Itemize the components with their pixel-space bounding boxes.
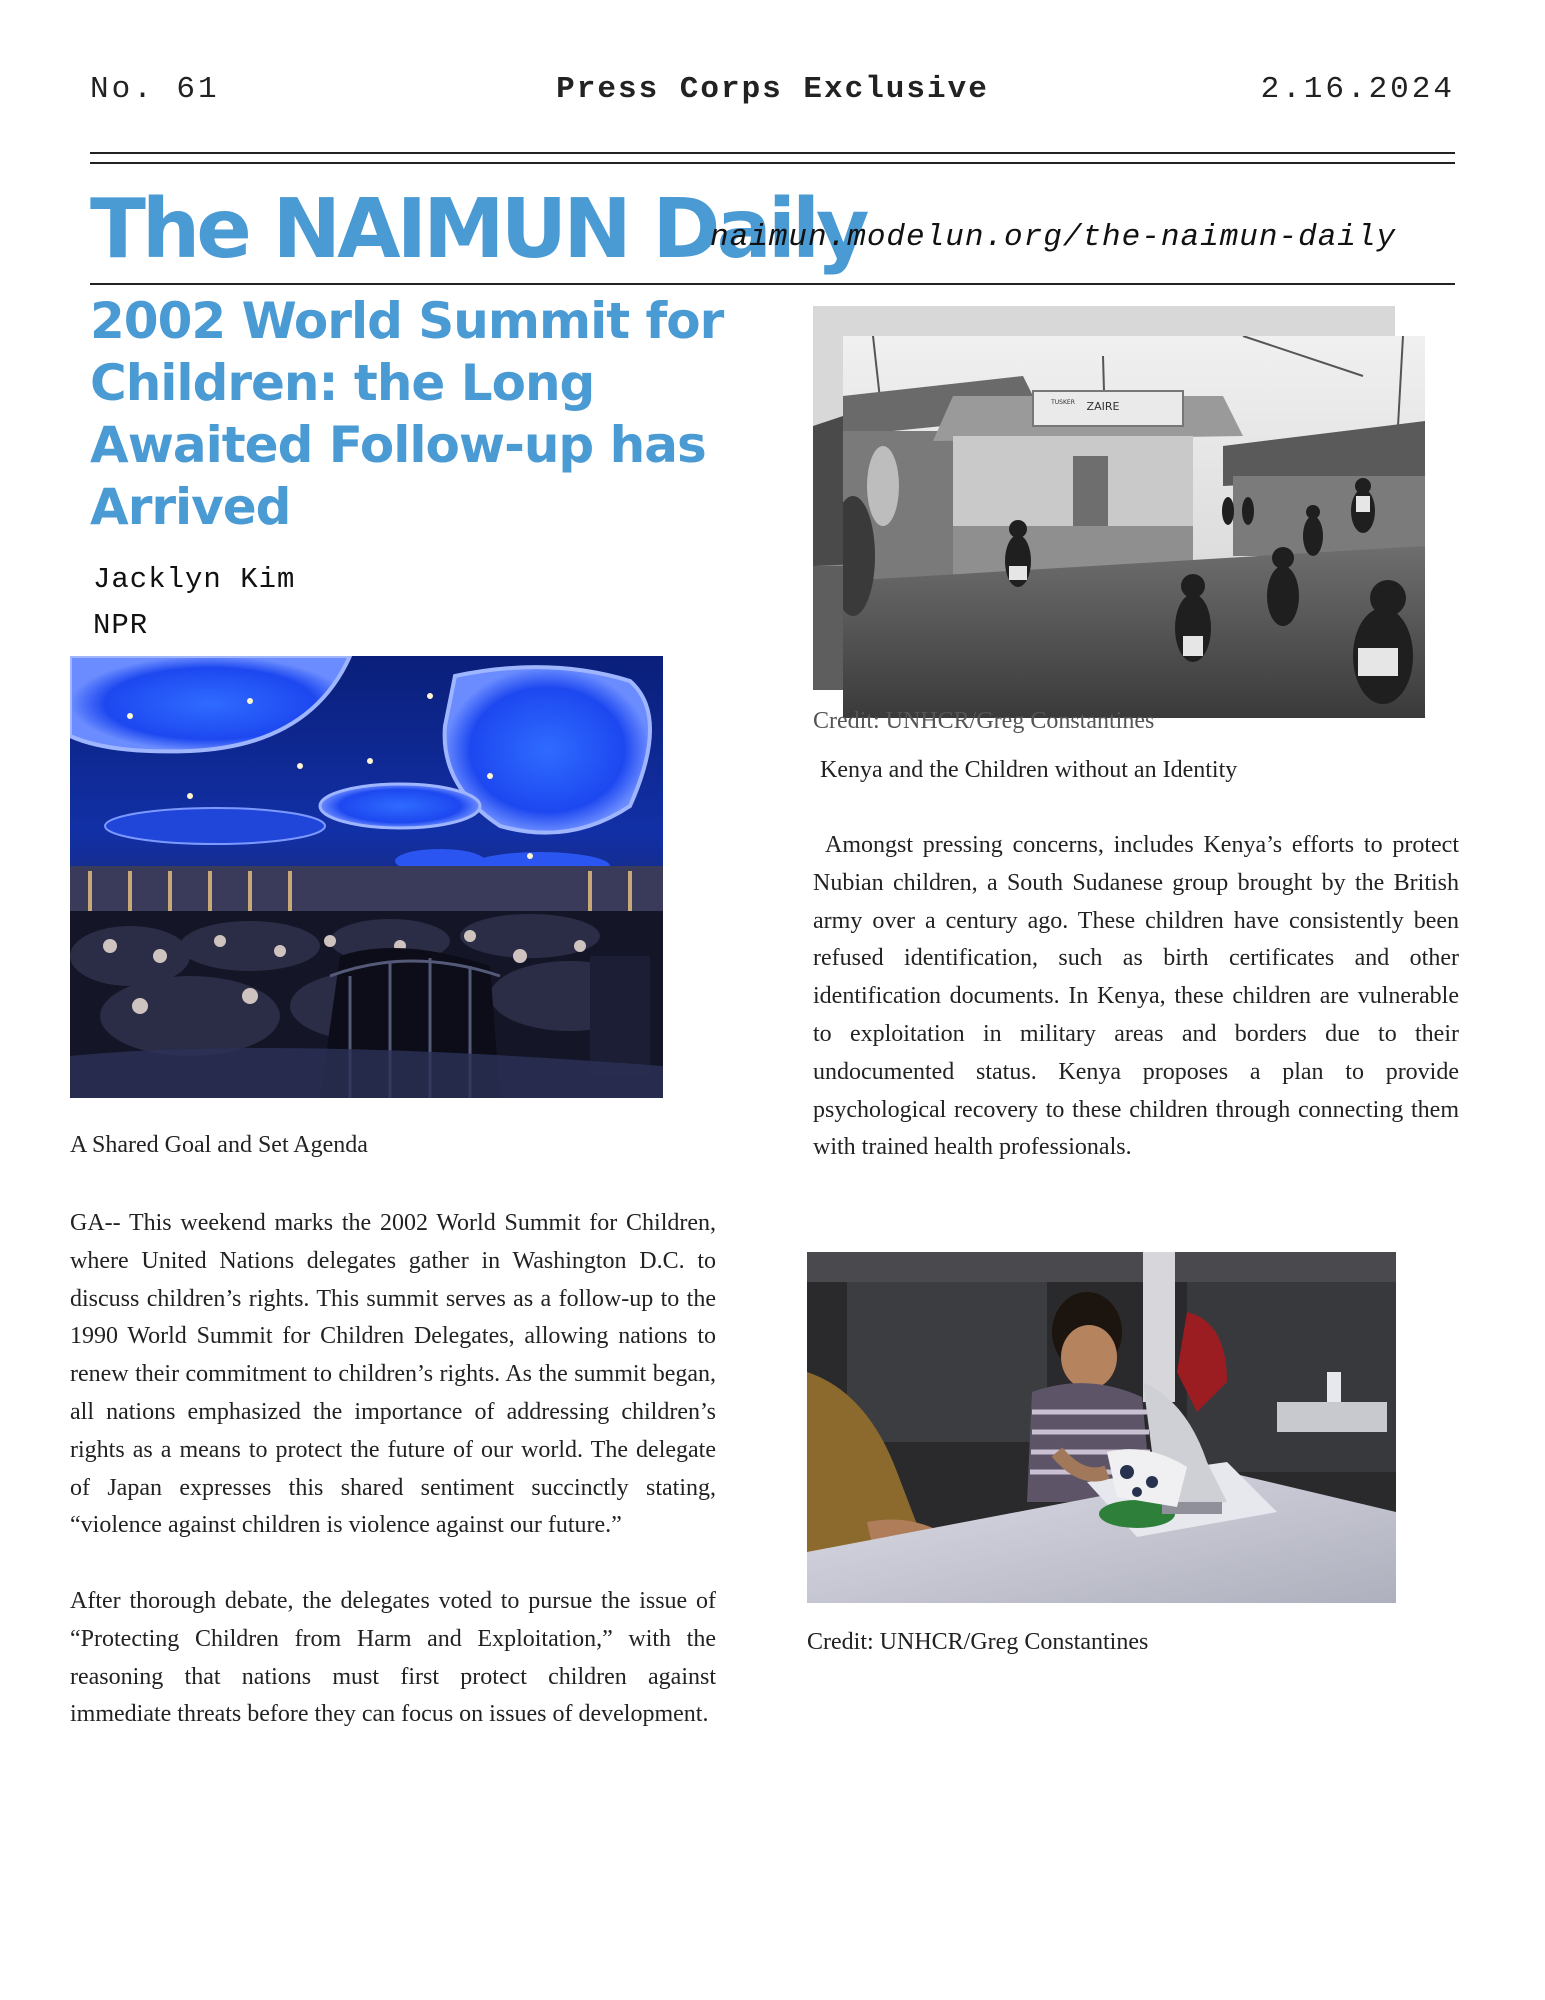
section2-body (813, 827, 1459, 1167)
photo2-credit: Credit: UNHCR/Greg Constantines (807, 1629, 1149, 1655)
issue-date: 2.16.2024 (1260, 72, 1455, 107)
section1-title: A Shared Goal and Set Agenda (70, 1132, 368, 1158)
header-divider-bottom (90, 162, 1455, 164)
article-outlet: NPR (93, 609, 149, 642)
masthead-divider (90, 283, 1455, 285)
issue-number: No. 61 (90, 72, 220, 107)
photo1-credit: Credit: UNHCR/Greg Constantines (813, 708, 1155, 734)
article-author: Jacklyn Kim (93, 563, 296, 596)
shop-sign-text-small: TUSKER (1051, 399, 1075, 406)
article-headline: 2002 World Summit for Children: the Long Awaited Follow-up has Arrived (90, 292, 724, 536)
child-sewing-photo (807, 1252, 1396, 1603)
header-divider-top (90, 152, 1455, 154)
masthead-title: The NAIMUN Daily (90, 182, 866, 277)
section1-body (70, 1205, 716, 1734)
conference-hall-photo (70, 656, 663, 1098)
section2-paragraph-1: Amongst pressing concerns, includes Kenya’s efforts to protect Nubian children, a South Sudanese group brought by the British army over a century ago. These children have consistently been refused identification, such as birth certificates and other identification documents. In Kenya, these children are vulnerable to exploitation in military areas and borders due to their undocumented status. Kenya proposes a plan to provide psychological recovery to these children through connecting them with trained health professionals. (813, 832, 1459, 1161)
shop-sign-text: ZAIRE (1086, 400, 1120, 413)
masthead-url[interactable]: naimun.modelun.org/the-naimun-daily (710, 220, 1397, 255)
section1-paragraph-1: GA-- This weekend marks the 2002 World Summit for Children, where United Nations delegates gather in Washington D.C. to discuss children’s rights. This summit serves as a follow-up to the 1990 World Summit for Children Delegates, allowing nations to renew their commitment to children’s rights. As the summit began, all nations emphasized the importance of addressing children’s rights as a means to protect the future of our world. The delegate of Japan expresses this shared sentiment succinctly stating, “violence against children is violence against our future.” (70, 1210, 716, 1539)
section2-title: Kenya and the Children without an Identity (820, 757, 1238, 783)
section-label: Press Corps Exclusive (556, 72, 989, 107)
kenya-street-photo (843, 336, 1425, 718)
issue-header (90, 72, 1455, 112)
section1-paragraph-2: After thorough debate, the delegates voted to pursue the issue of “Protecting Children from Harm and Exploitation,” with the reasoning that nations must first protect children against immediate threats before they can focus on issues of development. (70, 1587, 716, 1728)
